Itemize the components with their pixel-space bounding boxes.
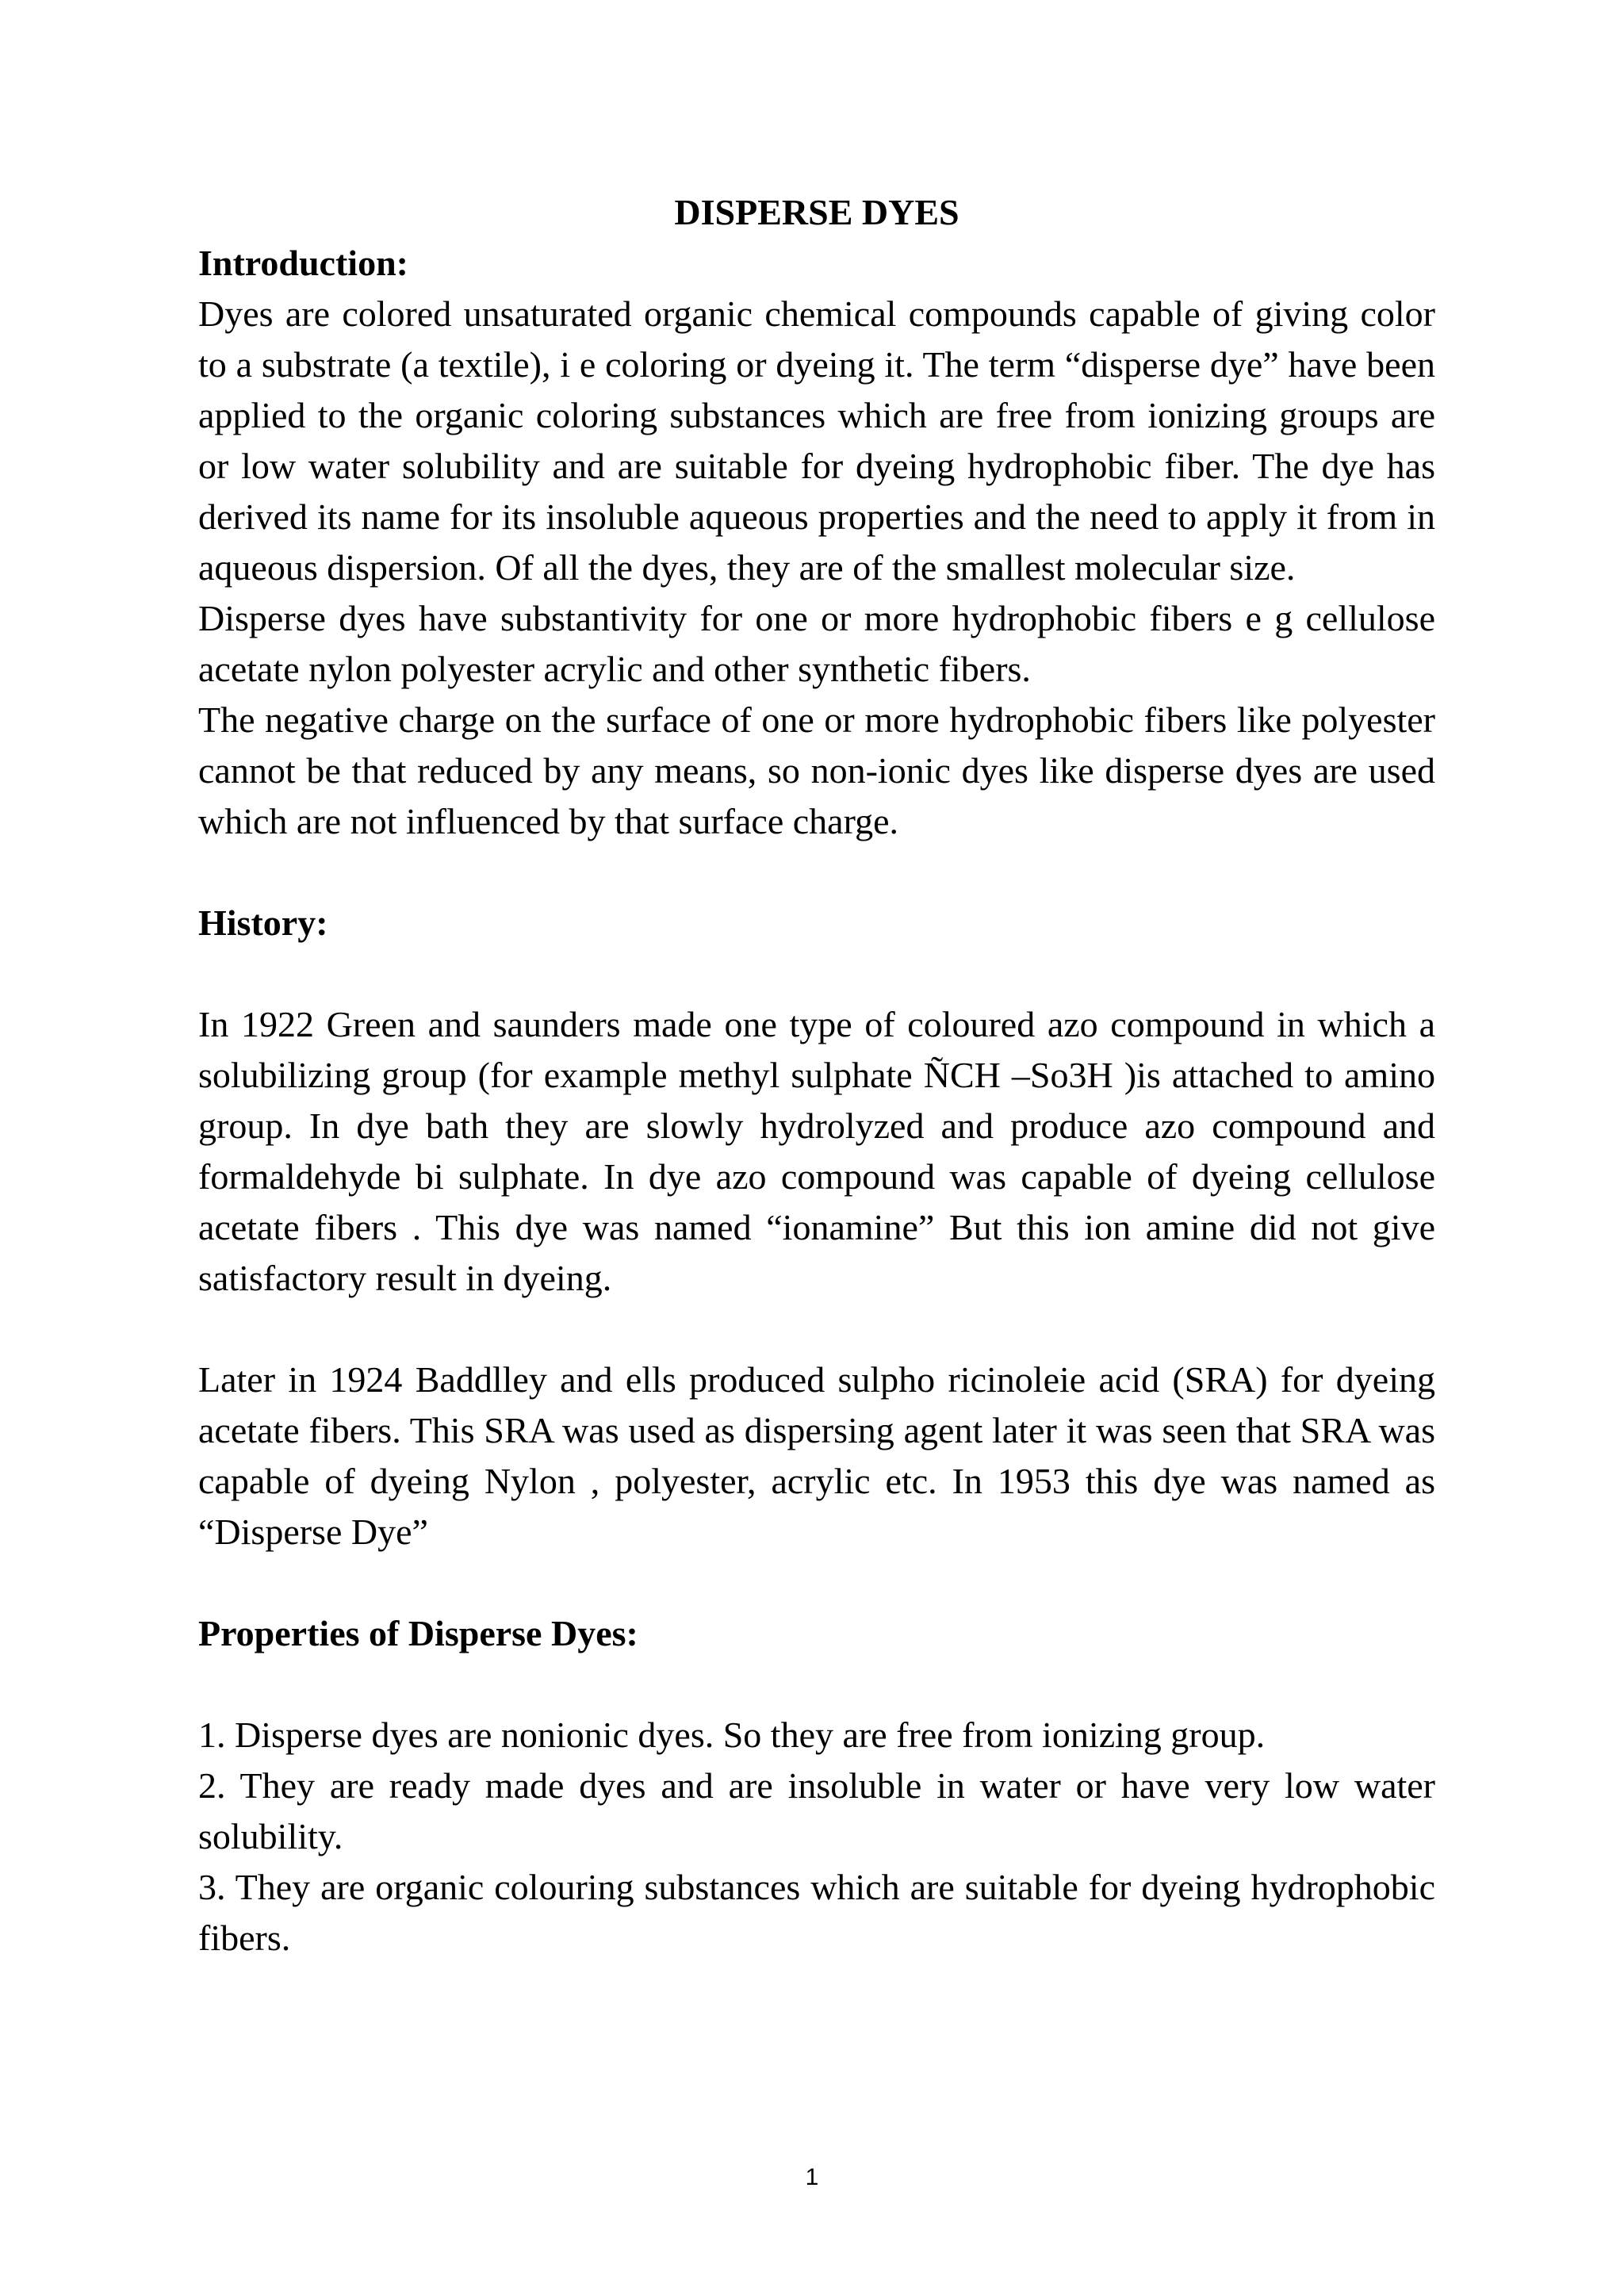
spacer — [198, 1304, 1435, 1354]
spacer — [198, 1557, 1435, 1608]
history-paragraph-1: In 1922 Green and saunders made one type of coloured azo compound in which a solubilizing group (for example methyl sulphate ÑCH –So3H )is attached to amino group. In dye bath they are slowly hydrolyzed and produce azo compound and formaldehyde bi sulphate. In dye azo compound was capable of dyeing cellulose acetate fibers . This dye was named “ionamine” But this ion amine did not give satisfactory result in dyeing. — [198, 1004, 1435, 1298]
properties-item-2: 2. They are ready made dyes and are insoluble in water or have very low water solubility. — [198, 1765, 1435, 1856]
introduction-paragraph-3: The negative charge on the surface of one or more hydrophobic fibers like polyester cannot be that reduced by any means, so non-ionic dyes like disperse dyes are used which are not influenced by that surface charge. — [198, 699, 1435, 841]
history-paragraph-2: Later in 1924 Baddlley and ells produced sulpho ricinoleie acid (SRA) for dyeing acetate fibers. This SRA was used as dispersing agent later it was seen that SRA was capable of dyeing Nylon , polyester, acrylic etc. In 1953 this dye was named as “Disperse Dye” — [198, 1359, 1435, 1552]
properties-heading: Properties of Disperse Dyes: — [198, 1613, 638, 1653]
spacer — [198, 847, 1435, 898]
spacer — [198, 1659, 1435, 1710]
introduction-heading: Introduction: — [198, 243, 408, 283]
history-heading: History: — [198, 902, 328, 943]
page-number: 1 — [805, 2164, 819, 2190]
spacer — [198, 948, 1435, 999]
page-content — [198, 187, 1435, 1964]
properties-item-3: 3. They are organic colouring substances which are suitable for dyeing hydrophobic fibers. — [198, 1867, 1435, 1958]
introduction-paragraph-1: Dyes are colored unsaturated organic chemical compounds capable of giving color to a substrate (a textile), i e coloring or dyeing it. The term “disperse dye” have been applied to the organic coloring substances which are free from ionizing groups are or low water solubility and are suitable for dyeing hydrophobic fiber. The dye has derived its name for its insoluble aqueous properties and the need to apply it from in aqueous dispersion. Of all the dyes, they are of the smallest molecular size. — [198, 293, 1435, 588]
introduction-paragraph-2: Disperse dyes have substantivity for one or more hydrophobic fibers e g cellulose acetate nylon polyester acrylic and other synthetic fibers. — [198, 598, 1435, 689]
document-title: DISPERSE DYES — [674, 192, 959, 232]
properties-item-1: 1. Disperse dyes are nonionic dyes. So they are free from ionizing group. — [198, 1715, 1266, 1755]
